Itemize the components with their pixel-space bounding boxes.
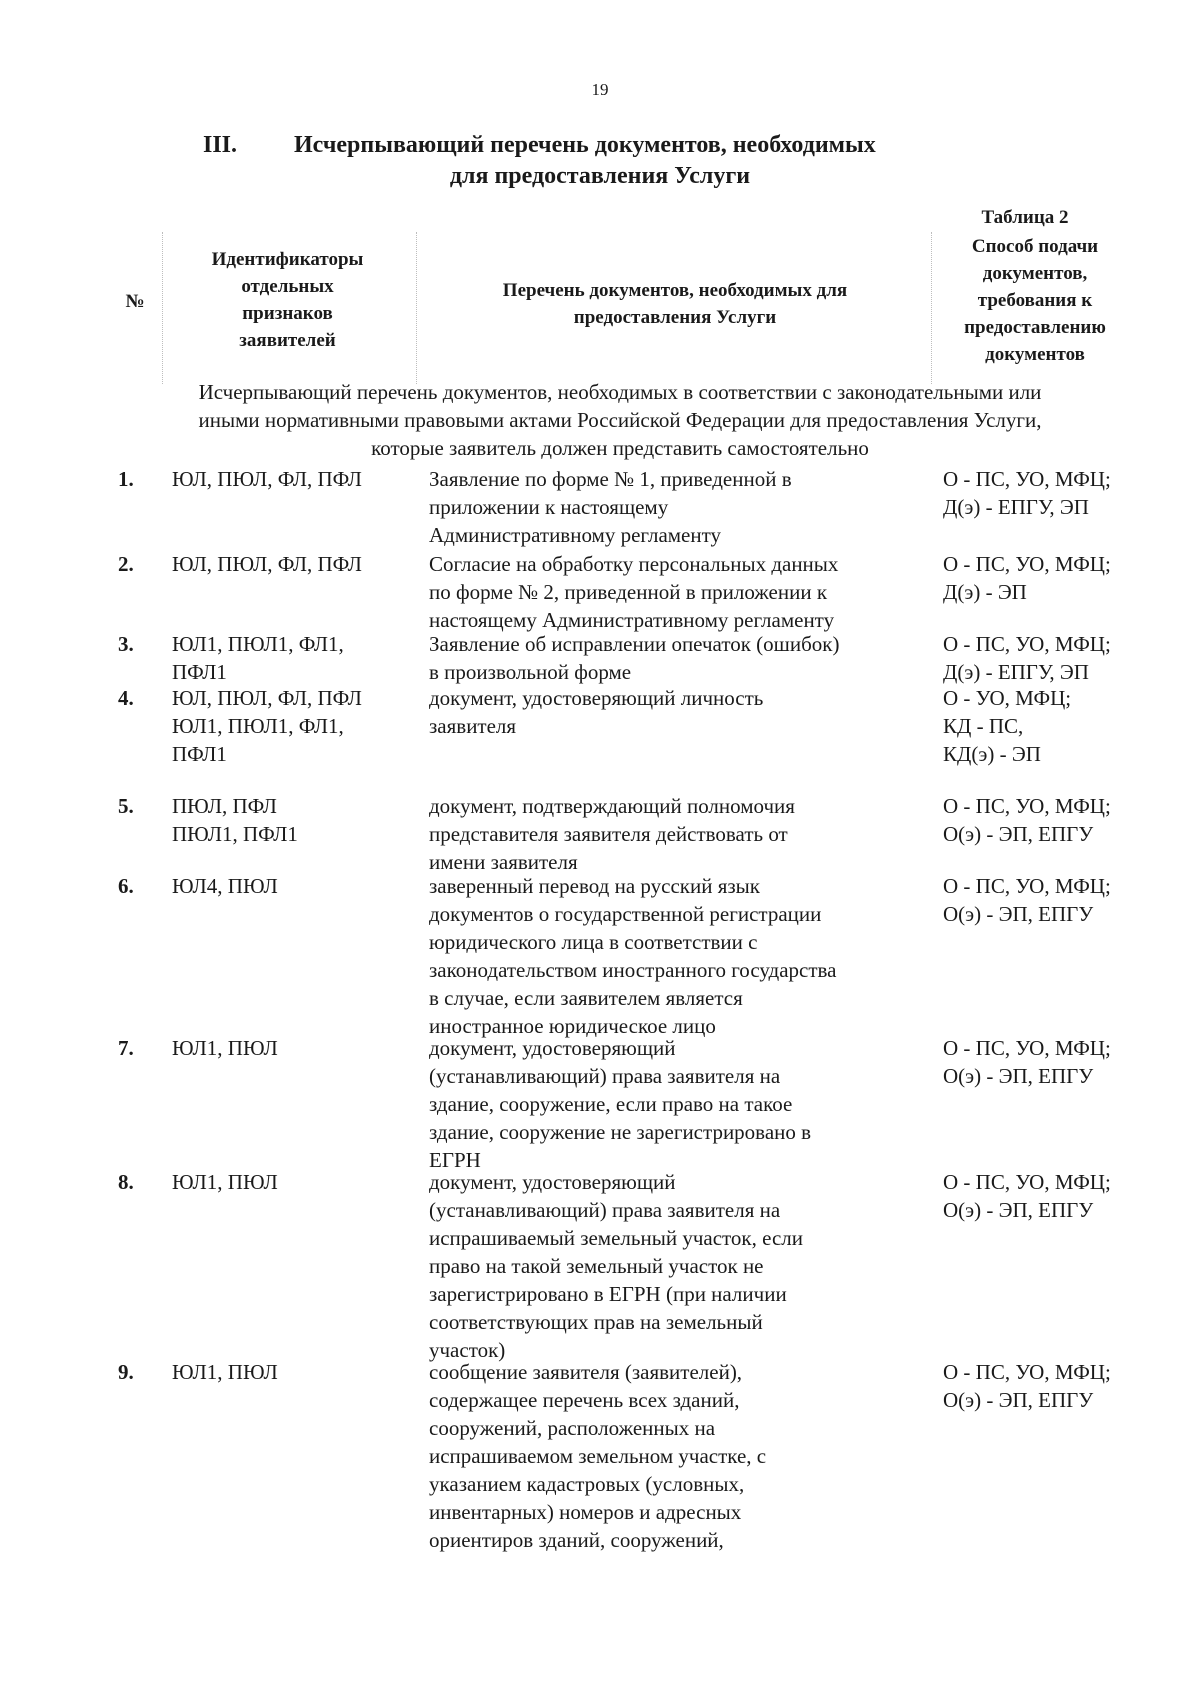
row-number: 2. xyxy=(118,552,134,576)
intro-line: иными нормативными правовыми актами Российской Федерации для предоставления Услуги, xyxy=(198,408,1042,432)
row-submission-method-line: О - ПС, УО, МФЦ; xyxy=(943,1170,1111,1194)
row-submission-method-line: О - ПС, УО, МФЦ; xyxy=(943,467,1111,491)
row-document-description-line: документ, удостоверяющий xyxy=(429,1170,676,1194)
row-submission-method xyxy=(943,1358,1153,1414)
page-number: 19 xyxy=(591,80,609,99)
row-submission-method-line: О - ПС, УО, МФЦ; xyxy=(943,552,1111,576)
row-identifiers-line: ЮЛ, ПЮЛ, ФЛ, ПФЛ xyxy=(172,552,362,576)
row-submission-method xyxy=(943,684,1153,768)
row-number: 3. xyxy=(118,632,134,656)
row-submission-method-line: О(э) - ЭП, ЕПГУ xyxy=(943,902,1094,926)
row-document-description-line: испрашиваемый земельный участок, если xyxy=(429,1226,804,1250)
row-document-description-line: в произвольной форме xyxy=(429,660,632,684)
header-separator xyxy=(931,232,932,384)
row-document-description-line: (устанавливающий) права заявителя на xyxy=(429,1064,781,1088)
header-method-line: предоставлению xyxy=(964,317,1106,338)
row-submission-method-line: Д(э) - ЕПГУ, ЭП xyxy=(943,660,1089,684)
row-identifiers-line: ЮЛ, ПЮЛ, ФЛ, ПФЛ xyxy=(172,467,362,491)
header-identifiers-line: признаков xyxy=(242,303,333,324)
row-identifiers-line: ЮЛ1, ПЮЛ1, ФЛ1, xyxy=(172,632,344,656)
row-document-description xyxy=(429,1034,929,1174)
row-identifiers-line: ЮЛ4, ПЮЛ xyxy=(172,874,278,898)
row-identifiers xyxy=(172,630,422,686)
row-document-description-line: участок) xyxy=(429,1338,506,1362)
row-submission-method xyxy=(943,1168,1153,1224)
row-number: 5. xyxy=(118,794,134,818)
row-document-description-line: указанием кадастровых (условных, xyxy=(429,1472,745,1496)
row-submission-method-line: О - УО, МФЦ; xyxy=(943,686,1072,710)
section-roman-numeral: III. xyxy=(203,132,238,158)
header-number: № xyxy=(125,291,145,312)
row-submission-method-line: О(э) - ЭП, ЕПГУ xyxy=(943,822,1094,846)
header-documents xyxy=(420,277,930,331)
header-submission-method xyxy=(935,233,1135,368)
row-document-description-line: иностранное юридическое лицо xyxy=(429,1014,716,1038)
header-documents-line: Перечень документов, необходимых для xyxy=(502,280,848,301)
row-submission-method-line: О - ПС, УО, МФЦ; xyxy=(943,794,1111,818)
row-document-description-line: ориентиров зданий, сооружений, xyxy=(429,1528,724,1552)
row-document-description-line: сообщение заявителя (заявителей), xyxy=(429,1360,743,1384)
row-identifiers xyxy=(172,465,422,493)
header-method-line: документов, xyxy=(982,263,1088,284)
row-document-description-line: соответствующих прав на земельный xyxy=(429,1310,763,1334)
row-number: 9. xyxy=(118,1360,134,1384)
row-document-description xyxy=(429,792,929,876)
row-submission-method-line: КД(э) - ЭП xyxy=(943,742,1041,766)
row-document-description-line: Административному регламенту xyxy=(429,523,722,547)
header-separator xyxy=(416,232,417,384)
row-identifiers xyxy=(172,684,422,768)
row-identifiers-line: ПЮЛ1, ПФЛ1 xyxy=(172,822,298,846)
row-document-description xyxy=(429,630,929,686)
row-submission-method-line: КД - ПС, xyxy=(943,714,1024,738)
row-document-description-line: заверенный перевод на русский язык xyxy=(429,874,760,898)
header-documents-line: предоставления Услуги xyxy=(573,307,777,328)
row-document-description-line: здание, сооружение не зарегистрировано в xyxy=(429,1120,812,1144)
row-document-description-line: испрашиваемом земельном участке, с xyxy=(429,1444,767,1468)
row-document-description-line: имени заявителя xyxy=(429,850,578,874)
row-document-description xyxy=(429,1358,929,1554)
row-document-description-line: представителя заявителя действовать от xyxy=(429,822,788,846)
section-title-line-1: Исчерпывающий перечень документов, необходимых xyxy=(294,132,876,158)
row-identifiers xyxy=(172,872,422,900)
row-document-description-line: документ, подтверждающий полномочия xyxy=(429,794,795,818)
row-document-description-line: документов о государственной регистрации xyxy=(429,902,822,926)
row-submission-method-line: О - ПС, УО, МФЦ; xyxy=(943,874,1111,898)
row-identifiers-line: ЮЛ1, ПЮЛ1, ФЛ1, xyxy=(172,714,344,738)
row-document-description-line: в случае, если заявителем является xyxy=(429,986,743,1010)
header-method-line: документов xyxy=(985,344,1085,365)
row-identifiers-line: ЮЛ1, ПЮЛ xyxy=(172,1036,278,1060)
table-label: Таблица 2 xyxy=(981,207,1069,228)
row-document-description-line: документ, удостоверяющий xyxy=(429,1036,676,1060)
row-document-description-line: по форме № 2, приведенной в приложении к xyxy=(429,580,828,604)
header-identifiers xyxy=(165,246,410,354)
row-submission-method xyxy=(943,1034,1153,1090)
row-submission-method-line: О(э) - ЭП, ЕПГУ xyxy=(943,1198,1094,1222)
section-title-line-2: для предоставления Услуги xyxy=(449,163,751,189)
row-document-description xyxy=(429,465,929,549)
header-method-line: Способ подачи xyxy=(971,236,1099,257)
row-identifiers-line: ЮЛ1, ПЮЛ xyxy=(172,1170,278,1194)
row-document-description-line: заявителя xyxy=(429,714,517,738)
row-submission-method xyxy=(943,872,1153,928)
row-document-description-line: зарегистрировано в ЕГРН (при наличии xyxy=(429,1282,787,1306)
row-document-description-line: законодательством иностранного государства xyxy=(429,958,837,982)
row-document-description xyxy=(429,872,929,1040)
row-submission-method xyxy=(943,630,1153,686)
header-identifiers-line: Идентификаторы xyxy=(211,249,364,270)
intro-paragraph xyxy=(120,378,1120,462)
row-document-description-line: юридического лица в соответствии с xyxy=(429,930,758,954)
row-number: 7. xyxy=(118,1036,134,1060)
row-document-description-line: ЕГРН xyxy=(429,1148,481,1172)
row-submission-method xyxy=(943,792,1153,848)
row-identifiers-line: ПФЛ1 xyxy=(172,742,227,766)
row-submission-method xyxy=(943,465,1153,521)
header-method-line: требования к xyxy=(977,290,1093,311)
row-number: 1. xyxy=(118,467,134,491)
row-document-description-line: приложении к настоящему xyxy=(429,495,669,519)
row-identifiers-line: ПФЛ1 xyxy=(172,660,227,684)
row-document-description-line: документ, удостоверяющий личность xyxy=(429,686,764,710)
row-document-description-line: Согласие на обработку персональных данных xyxy=(429,552,839,576)
intro-line: которые заявитель должен представить самостоятельно xyxy=(371,436,869,460)
row-document-description-line: здание, сооружение, если право на такое xyxy=(429,1092,793,1116)
row-identifiers xyxy=(172,1034,422,1062)
row-document-description-line: (устанавливающий) права заявителя на xyxy=(429,1198,781,1222)
row-submission-method-line: Д(э) - ЭП xyxy=(943,580,1027,604)
row-number: 8. xyxy=(118,1170,134,1194)
intro-line: Исчерпывающий перечень документов, необходимых в соответствии с законодательными или xyxy=(198,380,1042,404)
row-submission-method-line: О - ПС, УО, МФЦ; xyxy=(943,1036,1111,1060)
row-submission-method-line: О - ПС, УО, МФЦ; xyxy=(943,632,1111,656)
header-separator xyxy=(162,232,163,384)
row-number: 4. xyxy=(118,686,134,710)
row-document-description xyxy=(429,550,929,634)
row-submission-method-line: О - ПС, УО, МФЦ; xyxy=(943,1360,1111,1384)
row-document-description-line: право на такой земельный участок не xyxy=(429,1254,764,1278)
header-identifiers-line: отдельных xyxy=(241,276,334,297)
row-document-description-line: инвентарных) номеров и адресных xyxy=(429,1500,742,1524)
row-identifiers xyxy=(172,1358,422,1386)
row-document-description-line: сооружений, расположенных на xyxy=(429,1416,716,1440)
row-identifiers-line: ЮЛ1, ПЮЛ xyxy=(172,1360,278,1384)
row-document-description-line: содержащее перечень всех зданий, xyxy=(429,1388,740,1412)
row-number: 6. xyxy=(118,874,134,898)
row-identifiers-line: ЮЛ, ПЮЛ, ФЛ, ПФЛ xyxy=(172,686,362,710)
row-submission-method-line: О(э) - ЭП, ЕПГУ xyxy=(943,1064,1094,1088)
row-identifiers-line: ПЮЛ, ПФЛ xyxy=(172,794,277,818)
row-identifiers xyxy=(172,550,422,578)
header-identifiers-line: заявителей xyxy=(239,330,336,351)
row-submission-method-line: Д(э) - ЕПГУ, ЭП xyxy=(943,495,1089,519)
row-document-description xyxy=(429,684,929,740)
row-document-description-line: Заявление об исправлении опечаток (ошибок) xyxy=(429,632,840,656)
row-submission-method-line: О(э) - ЭП, ЕПГУ xyxy=(943,1388,1094,1412)
row-document-description-line: настоящему Административному регламенту xyxy=(429,608,835,632)
row-submission-method xyxy=(943,550,1153,606)
row-identifiers xyxy=(172,1168,422,1196)
row-document-description xyxy=(429,1168,929,1364)
row-document-description-line: Заявление по форме № 1, приведенной в xyxy=(429,467,792,491)
row-identifiers xyxy=(172,792,422,848)
